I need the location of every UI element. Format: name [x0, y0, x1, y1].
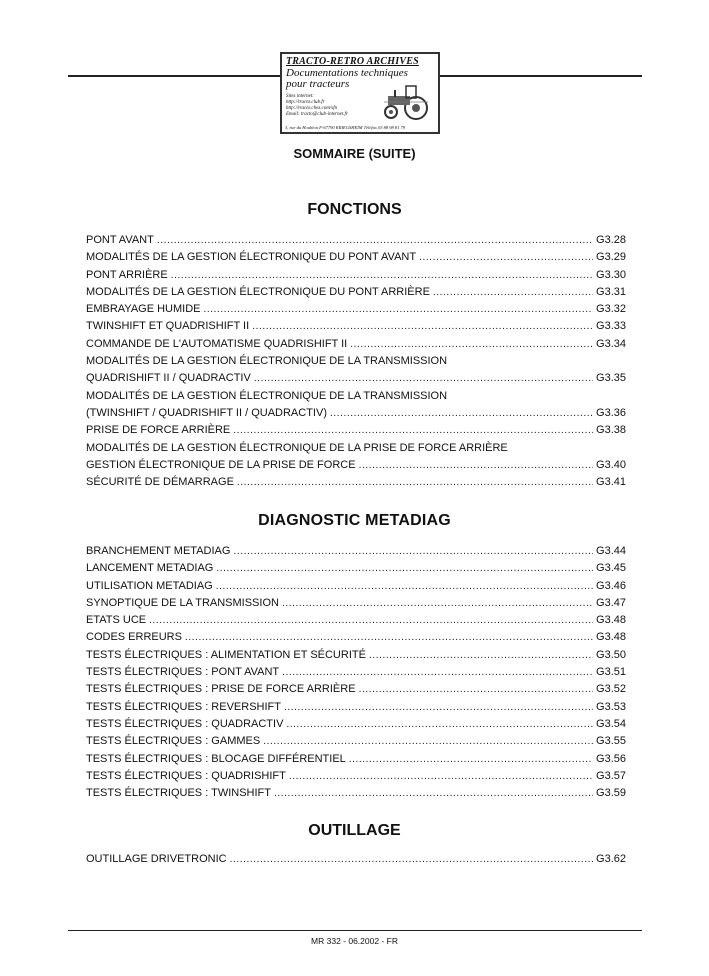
- toc-entry-title: TWINSHIFT ET QUADRISHIFT II: [86, 320, 250, 333]
- toc-entry-title: BRANCHEMENT METADIAG: [86, 545, 231, 557]
- toc-entry: [86, 785, 626, 802]
- toc-entry-title: TESTS ÉLECTRIQUES : QUADRISHIFT: [86, 769, 286, 782]
- toc-leader-dots: [284, 699, 593, 716]
- toc-leader-dots: [254, 370, 593, 387]
- toc-leader-dots: [237, 474, 593, 491]
- toc-entry: [86, 733, 626, 750]
- toc-leader-dots: [419, 249, 593, 266]
- toc-entry: [86, 595, 626, 612]
- toc-entry-title: MODALITÉS DE LA GESTION ÉLECTRONIQUE DE LA PRISE DE FORCE ARRIÈRE: [86, 441, 508, 454]
- toc-entry-title: TESTS ÉLECTRIQUES : GAMMES: [86, 735, 261, 748]
- toc-entry-title: MODALITÉS DE LA GESTION ÉLECTRONIQUE DE LA TRANSMISSION: [86, 389, 448, 402]
- toc-entry-title: GESTION ÉLECTRONIQUE DE LA PRISE DE FORCE: [86, 458, 356, 471]
- toc-entry: [86, 388, 626, 405]
- logo-address: 3, rue du Houblon F-67790 KRIEGSHEIM Téléfax 03 88 98 81 79: [285, 125, 405, 130]
- toc-leader-dots: [252, 318, 593, 335]
- toc-entry-page: G3.59: [596, 787, 626, 800]
- toc-entry-title: EMBRAYAGE HUMIDE: [86, 303, 201, 316]
- toc-leader-dots: [282, 595, 593, 612]
- toc-leader-dots: [230, 851, 593, 868]
- logo-contact: [286, 94, 366, 118]
- toc-entry-page: G3.52: [596, 683, 626, 696]
- logo-brand: TRACTO-RETRO ARCHIVES: [286, 56, 419, 67]
- toc-entry: [86, 457, 626, 474]
- toc-entry: [86, 353, 626, 370]
- toc-entry-title: MODALITÉS DE LA GESTION ÉLECTRONIQUE DU PONT ARRIÈRE: [86, 285, 430, 298]
- toc-leader-dots: [233, 543, 593, 560]
- toc-entry-title: TESTS ÉLECTRIQUES : TWINSHIFT: [86, 787, 271, 800]
- toc-entry-page: G3.44: [596, 545, 626, 557]
- toc-entry-title: OUTILLAGE DRIVETRONIC: [86, 853, 227, 865]
- toc-entry-title: PONT ARRIÈRE: [86, 268, 168, 281]
- toc-entry-title: TESTS ÉLECTRIQUES : BLOCAGE DIFFÉRENTIEL: [86, 752, 346, 765]
- toc-leader-dots: [171, 267, 593, 284]
- toc-entry: [86, 681, 626, 698]
- toc-entry-title: ETATS UCE: [86, 614, 147, 627]
- logo-tagline-line-1: Documentations techniques: [286, 67, 408, 79]
- toc-entry: [86, 768, 626, 785]
- toc-entry-page: G3.45: [596, 562, 626, 575]
- toc-leader-dots: [349, 751, 593, 768]
- toc-leader-dots: [359, 457, 593, 474]
- toc-entry-page: G3.54: [596, 717, 626, 730]
- tractor-icon: [380, 82, 432, 120]
- toc-entry-page: G3.29: [596, 251, 626, 264]
- toc-entry-page: G3.51: [596, 666, 626, 679]
- toc-list-diagnostic: [86, 543, 626, 802]
- toc-entry-page: G3.55: [596, 735, 626, 748]
- page-footer: MR 332 - 06.2002 - FR: [311, 936, 398, 946]
- toc-leader-dots: [350, 336, 593, 353]
- toc-entry: [86, 560, 626, 577]
- toc-leader-dots: [233, 422, 593, 439]
- toc-leader-dots: [289, 768, 593, 785]
- toc-entry-page: G3.31: [596, 285, 626, 298]
- toc-entry: [86, 612, 626, 629]
- toc-leader-dots: [359, 681, 593, 698]
- toc-entry: [86, 699, 626, 716]
- toc-entry: [86, 232, 626, 249]
- toc-entry-title: TESTS ÉLECTRIQUES : PRISE DE FORCE ARRIÈRE: [86, 683, 356, 696]
- toc-entry-title: MODALITÉS DE LA GESTION ÉLECTRONIQUE DU PONT AVANT: [86, 251, 417, 264]
- toc-entry-page: G3.30: [596, 268, 626, 281]
- logo-tagline-line-2: pour tracteurs: [286, 78, 350, 90]
- toc-entry-title: (TWINSHIFT / QUADRISHIFT II / QUADRACTIV): [86, 406, 327, 419]
- toc-entry-title: PONT AVANT: [86, 234, 154, 246]
- toc-entry-page: G3.41: [596, 476, 626, 489]
- toc-entry-title: CODES ERREURS: [86, 631, 182, 644]
- toc-leader-dots: [204, 301, 594, 318]
- toc-entry: [86, 405, 626, 422]
- toc-leader-dots: [216, 560, 593, 577]
- logo-contact-line-2: http://tracto.club.fr: [286, 100, 325, 105]
- toc-entry: [86, 267, 626, 284]
- toc-entry-page: G3.35: [596, 372, 626, 385]
- archive-logo-stamp: [280, 52, 440, 134]
- toc-list-fonctions: [86, 232, 626, 491]
- toc-entry: [86, 370, 626, 387]
- section-title-fonctions: FONCTIONS: [307, 201, 402, 218]
- toc-entry-page: G3.50: [596, 648, 626, 661]
- toc-leader-dots: [286, 716, 593, 733]
- toc-entry-title: SYNOPTIQUE DE LA TRANSMISSION: [86, 596, 279, 609]
- logo-contact-line-3: http://tracto.chez.com/sfn: [286, 106, 338, 111]
- toc-entry-page: G3.32: [596, 303, 626, 316]
- toc-entry: [86, 284, 626, 301]
- toc-list-outillage: [86, 851, 626, 868]
- toc-entry-page: G3.56: [596, 752, 626, 765]
- toc-entry: [86, 543, 626, 560]
- toc-entry: [86, 664, 626, 681]
- logo-contact-line-4: Email: tracto@club-internet.fr: [286, 112, 348, 117]
- toc-entry-page: G3.57: [596, 769, 626, 782]
- toc-entry-title: MODALITÉS DE LA GESTION ÉLECTRONIQUE DE LA TRANSMISSION: [86, 355, 448, 368]
- toc-entry-page: G3.34: [596, 337, 626, 350]
- toc-entry-title: UTILISATION METADIAG: [86, 579, 213, 592]
- toc-leader-dots: [216, 578, 593, 595]
- toc-entry-title: TESTS ÉLECTRIQUES : PONT AVANT: [86, 666, 280, 679]
- toc-entry: [86, 249, 626, 266]
- toc-leader-dots: [369, 647, 593, 664]
- toc-leader-dots: [149, 612, 593, 629]
- toc-entry: [86, 301, 626, 318]
- toc-entry: [86, 716, 626, 733]
- toc-leader-dots: [263, 733, 593, 750]
- toc-leader-dots: [282, 664, 593, 681]
- toc-entry-page: G3.36: [596, 406, 626, 419]
- toc-entry-page: G3.40: [596, 458, 626, 471]
- toc-entry-title: LANCEMENT METADIAG: [86, 562, 214, 575]
- toc-entry: [86, 440, 626, 457]
- toc-leader-dots: [330, 405, 593, 422]
- toc-entry-title: TESTS ÉLECTRIQUES : REVERSHIFT: [86, 700, 281, 713]
- toc-entry: [86, 422, 626, 439]
- section-title-outillage: OUTILLAGE: [308, 822, 401, 839]
- toc-entry-page: G3.28: [596, 234, 626, 246]
- toc-leader-dots: [157, 232, 593, 249]
- toc-entry-page: G3.48: [596, 631, 626, 644]
- toc-entry-page: G3.48: [596, 614, 626, 627]
- toc-entry-page: G3.62: [596, 853, 626, 865]
- toc-entry: [86, 474, 626, 491]
- toc-entry-title: SÉCURITÉ DE DÉMARRAGE: [86, 476, 234, 489]
- toc-entry-title: TESTS ÉLECTRIQUES : ALIMENTATION ET SÉCURITÉ: [86, 648, 366, 661]
- toc-entry-title: PRISE DE FORCE ARRIÈRE: [86, 424, 231, 437]
- toc-leader-dots: [274, 785, 593, 802]
- toc-entry: [86, 629, 626, 646]
- toc-entry-title: COMMANDE DE L'AUTOMATISME QUADRISHIFT II: [86, 337, 348, 350]
- toc-entry: [86, 336, 626, 353]
- toc-entry: [86, 851, 626, 868]
- toc-entry: [86, 578, 626, 595]
- bottom-rule: [68, 930, 642, 931]
- toc-entry-page: G3.47: [596, 596, 626, 609]
- toc-entry: [86, 318, 626, 335]
- toc-entry-title: QUADRISHIFT II / QUADRACTIV: [86, 372, 251, 385]
- toc-entry-page: G3.53: [596, 700, 626, 713]
- toc-entry: [86, 647, 626, 664]
- toc-entry-page: G3.46: [596, 579, 626, 592]
- toc-leader-dots: [185, 629, 593, 646]
- page-subtitle: SOMMAIRE (SUITE): [293, 146, 416, 161]
- logo-contact-line-1: Sites internet:: [286, 94, 314, 99]
- toc-leader-dots: [433, 284, 593, 301]
- section-title-diagnostic: DIAGNOSTIC METADIAG: [258, 512, 451, 529]
- toc-entry-page: G3.38: [596, 424, 626, 437]
- toc-entry: [86, 751, 626, 768]
- toc-entry-page: G3.33: [596, 320, 626, 333]
- toc-entry-title: TESTS ÉLECTRIQUES : QUADRACTIV: [86, 717, 284, 730]
